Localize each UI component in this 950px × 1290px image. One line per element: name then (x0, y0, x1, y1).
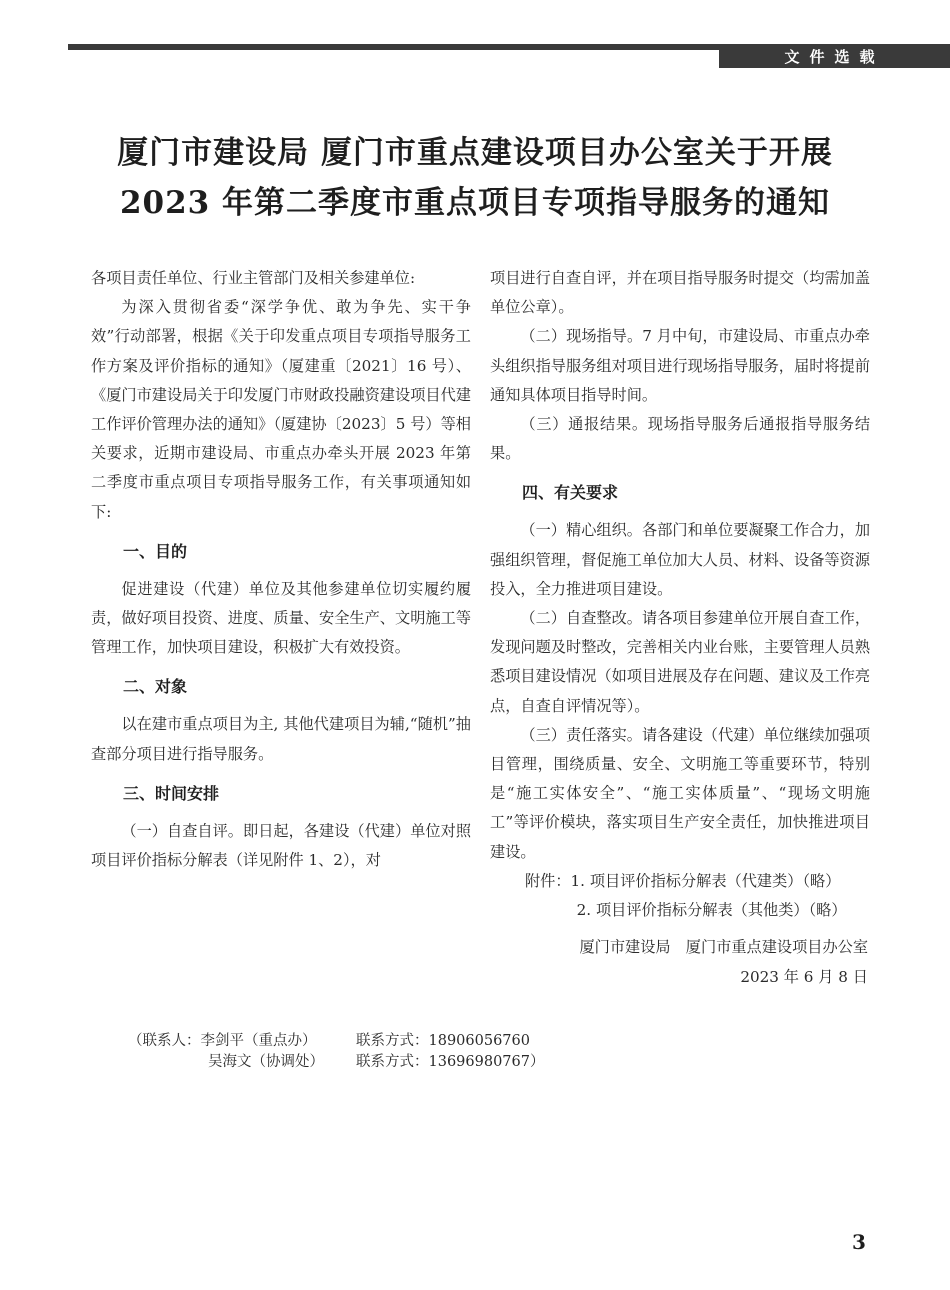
paragraph-report: （三）通报结果。现场指导服务后通报指导服务结果。 (490, 415, 870, 463)
heading-schedule: 三、时间安排 (123, 783, 220, 803)
signature-date: 2023 年 6 月 8 日 (740, 968, 868, 986)
contact-row (128, 1031, 544, 1052)
document-title (40, 128, 910, 228)
heading-purpose: 一、目的 (123, 541, 188, 561)
paragraph-rectify: （二）自查整改。请各项目参建单位开展自查工作，发现问题及时整改，完善相关内业台账，主要管理人员熟悉项目建设情况（如项目进展及存在问题、建议及工作亮点，自查自评情况等）。 (490, 609, 870, 715)
paragraph-target: 以在建市重点项目为主, 其他代建项目为辅,“随机”抽查部分项目进行指导服务。 (91, 715, 471, 763)
right-column (490, 264, 870, 925)
paragraph-onsite: （二）现场指导。7 月中旬，市建设局、市重点办牵头组织指导服务组对项目进行现场指导服务，届时将提前通知具体项目指导时间。 (490, 327, 870, 404)
contact-row (128, 1052, 544, 1073)
attachment-2: 2. 项目评价指标分解表（其他类）（略） (576, 900, 847, 919)
heading-requirements: 四、有关要求 (522, 483, 619, 503)
left-column (91, 264, 471, 875)
heading-target: 二、对象 (123, 677, 188, 697)
contact-phone: 联系方式：13696980767） (356, 1054, 545, 1070)
intro-paragraph: 为深入贯彻省委“深学争优、敢为争先、实干争效”行动部署，根据《关于印发重点项目专项指导服务工作方案及评价指标的通知》（厦建重〔2021〕16 号）、《厦门市建设局关于印发厦门市财政投融资建设项目代建工作评价管理办法的通知》（厦建协〔2023〕5 号）等相关要求，近期市建设局、市重点办牵头开展 2023 年第二季度市重点项目专项指导服务工作，有关事项通知如下: (91, 298, 471, 521)
contact-person: （联系人：李剑平（重点办） (128, 1033, 317, 1049)
contact-person: 吴海文（协调处） (208, 1054, 324, 1070)
page-number: 3 (852, 1230, 866, 1254)
paragraph-purpose: 促进建设（代建）单位及其他参建单位切实履约履责，做好项目投资、进度、质量、安全生产、文明施工等管理工作，加快项目建设，积极扩大有效投资。 (91, 579, 471, 657)
signature-block (579, 932, 868, 992)
title-line-1: 厦门市建设局 厦门市重点建设项目办公室关于开展 (117, 135, 833, 171)
paragraph-self-check-cont: 项目进行自查自评，并在项目指导服务时提交（均需加盖单位公章）。 (490, 269, 870, 317)
contacts-block (128, 1031, 544, 1073)
title-line-2: 2023 年第二季度市重点项目专项指导服务的通知 (119, 185, 831, 221)
signature-org: 厦门市建设局 厦门市重点建设项目办公室 (579, 938, 868, 956)
paragraph-organize: （一）精心组织。各部门和单位要凝聚工作合力，加强组织管理，督促施工单位加大人员、材料、设备等资源投入，全力推进项目建设。 (490, 521, 870, 598)
attachment-1: 附件：1. 项目评价指标分解表（代建类）（略） (524, 871, 841, 890)
salutation: 各项目责任单位、行业主管部门及相关参建单位: (91, 269, 416, 287)
paragraph-responsibility: （三）责任落实。请各建设（代建）单位继续加强项目管理，围绕质量、安全、文明施工等重要环节，特别是“施工实体安全”、“施工实体质量”、“现场文明施工”等评价模块，落实项目生产安全责任，加快推进项目建设。 (490, 725, 870, 861)
contact-phone: 联系方式：18906056760 (356, 1033, 530, 1049)
section-tag: 文件选载 (719, 44, 950, 68)
paragraph-self-check: （一）自查自评。即日起，各建设（代建）单位对照项目评价指标分解表（详见附件 1、2），对 (91, 821, 471, 870)
